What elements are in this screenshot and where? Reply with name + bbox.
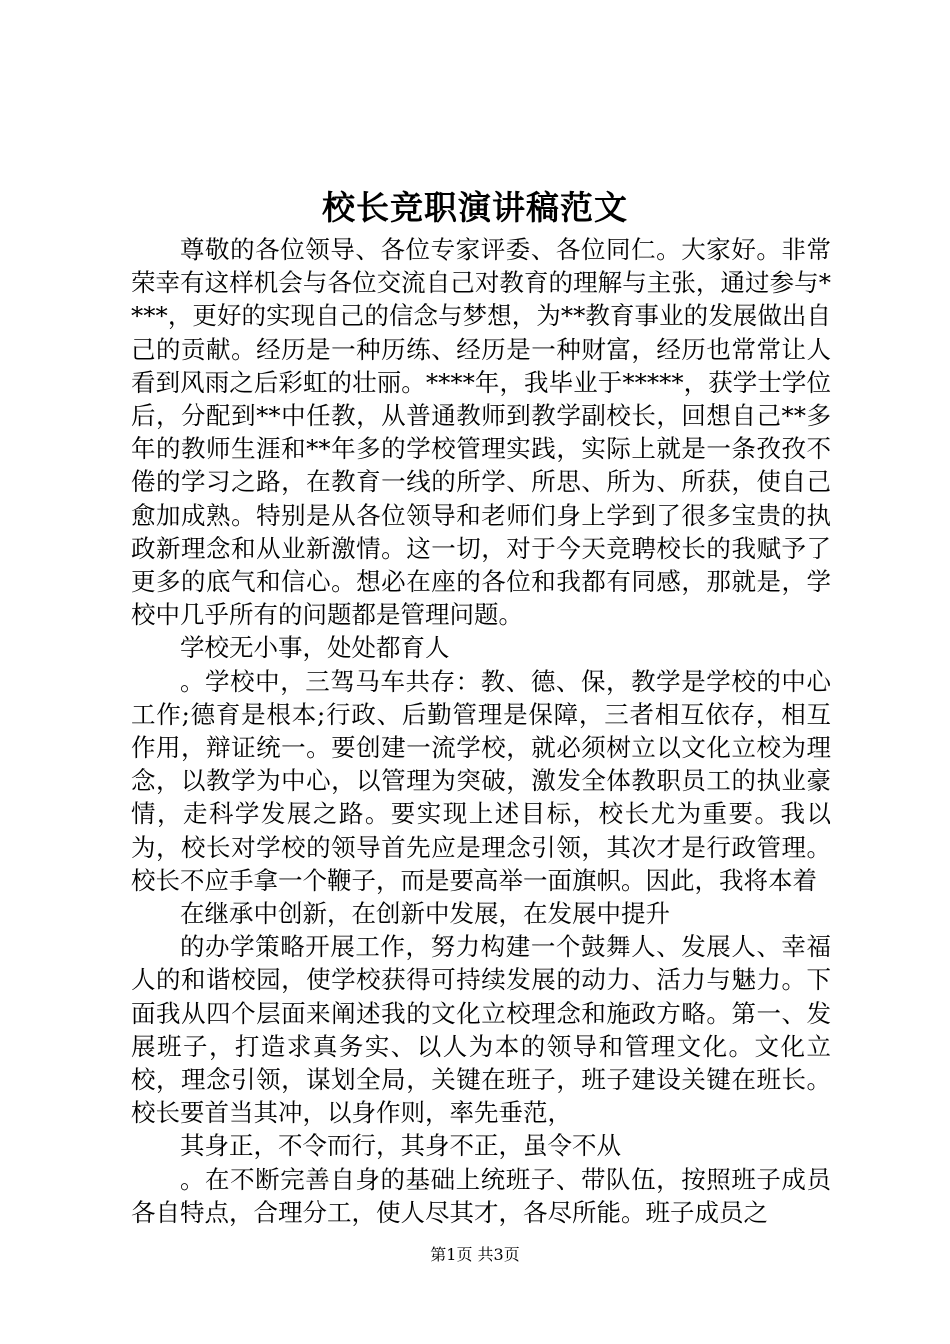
paragraph-6: 其身正，不令而行，其身不正，虽令不从 [180, 1131, 621, 1161]
paragraph-5: 的办学策略开展工作，努力构建一个鼓舞人、发展人、幸福人的和谐校园，使学校获得可持续发展的动力、活力与魅力。下面我从四个层面来阐述我的文化立校理念和施政方略。第一、发展班子，打造求真务实、以人为本的领导和管理文化。文化立校，理念引领，谋划全局，关键在班子，班子建设关键在班长。校长要首当其冲，以身作则，率先垂范， [131, 932, 831, 1128]
paragraph-7: 。在不断完善自身的基础上统班子、带队伍，按照班子成员各自特点，合理分工，使人尽其才，各尽所能。班子成员之 [131, 1164, 831, 1227]
paragraph-3: 。学校中，三驾马车共存：教、德、保，教学是学校的中心工作;德育是根本;行政、后勤管理是保障，三者相互依存，相互作用，辩证统一。要创建一流学校，就必须树立以文化立校为理念，以教学为中心，以管理为突破，激发全体教职员工的执业豪情，走科学发展之路。要实现上述目标，校长尤为重要。我以为，校长对学校的领导首先应是理念引领，其次才是行政管理。校长不应手拿一个鞭子，而是要高举一面旗帜。因此，我将本着 [131, 666, 831, 895]
document-title: 校长竞职演讲稿范文 [322, 188, 628, 227]
document-body [131, 233, 831, 1229]
paragraph-1: 尊敬的各位领导、各位专家评委、各位同仁。大家好。非常荣幸有这样机会与各位交流自己对教育的理解与主张，通过参与****，更好的实现自己的信念与梦想，为**教育事业的发展做出自己的贡献。经历是一种历练、经历是一种财富，经历也常常让人看到风雨之后彩虹的壮丽。****年，我毕业于*****，获学士学位后，分配到**中任教，从普通教师到教学副校长，回想自己**多年的教师生涯和**年多的学校管理实践，实际上就是一条孜孜不倦的学习之路，在教育一线的所学、所思、所为、所获，使自己愈加成熟。特别是从各位领导和老师们身上学到了很多宝贵的执政新理念和从业新激情。这一切，对于今天竞聘校长的我赋予了更多的底气和信心。想必在座的各位和我都有同感，那就是，学校中几乎所有的问题都是管理问题。 [131, 235, 831, 630]
paragraph-4: 在继承中创新，在创新中发展，在发展中提升 [180, 899, 670, 929]
paragraph-2: 学校无小事，处处都育人 [180, 633, 450, 663]
page-footer: 第1页 共3页 [430, 1245, 520, 1264]
